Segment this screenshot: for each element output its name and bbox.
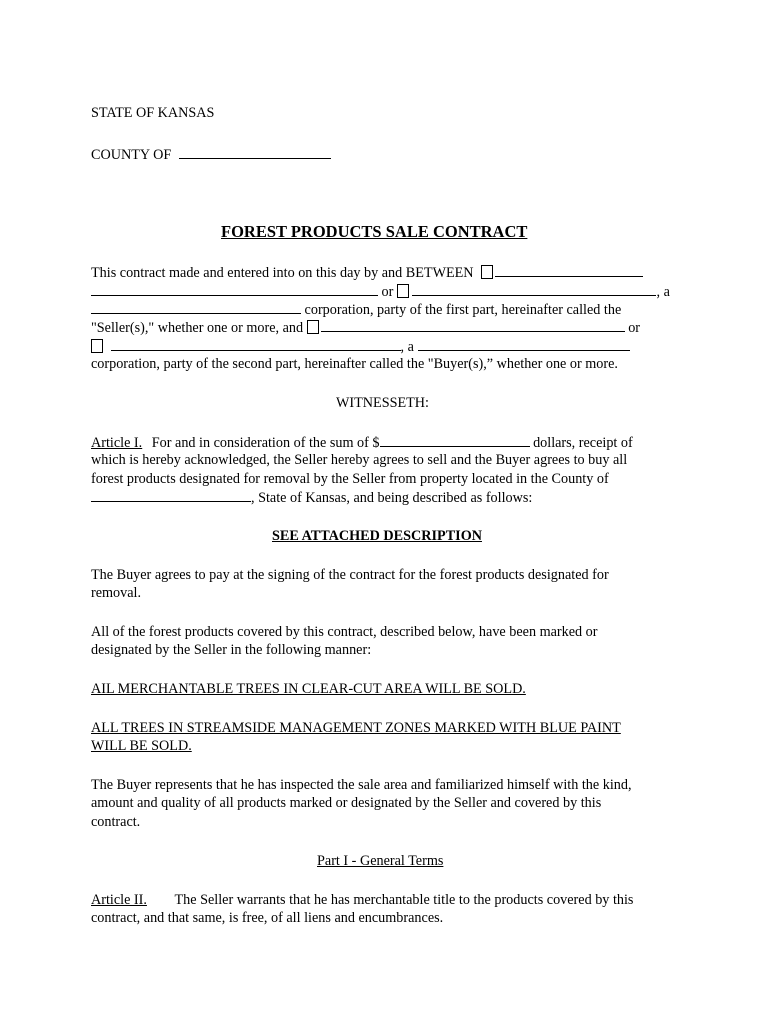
article-1-label: Article I. [91,435,143,451]
streamside-line-2: WILL BE SOLD. [91,738,192,754]
article-2-line-2: contract, and that same, is free, of all liens and encumbrances. [91,910,444,926]
article-1-text-1b: dollars, receipt of [533,435,633,451]
buyer-checkbox-1[interactable] [307,320,319,334]
intro-text-3: corporation, party of the first part, hereinafter called the [304,302,622,318]
inspect-line-3: contract. [91,814,141,830]
article-2-label: Article II. [91,892,147,908]
streamside-line-1: ALL TREES IN STREAMSIDE MANAGEMENT ZONES MARKED WITH BLUE PAINT [91,720,621,736]
intro-or-1: or [381,284,394,300]
intro-line-6: corporation, party of the second part, hereinafter called the "Buyer(s),” whether one or more. [91,356,618,372]
intro-text-1: This contract made and entered into on this day by and BETWEEN [91,265,474,281]
buyer-checkbox-2[interactable] [91,339,103,353]
seller-name-blank-2[interactable] [91,282,378,296]
county-blank[interactable] [179,145,331,159]
inspect-line-2: amount and quality of all products marked or designated by the Seller and covered by this [91,795,602,811]
document-title: FOREST PRODUCTS SALE CONTRACT [221,222,528,241]
buyer-alt-blank[interactable] [111,337,401,351]
seller-checkbox-2[interactable] [397,284,409,298]
article-2-line-1 [91,891,633,909]
seller-checkbox-1[interactable] [481,265,493,279]
article-2-text-1: The Seller warrants that he has merchantable title to the products covered by this [174,892,634,908]
intro-line-2 [91,282,670,301]
marked-line-1: All of the forest products covered by this contract, described below, have been marked or [91,624,598,640]
state-heading: STATE OF KANSAS [91,105,215,121]
sum-blank[interactable] [380,433,530,447]
intro-a-1: , a [656,284,670,300]
buyer-name-blank[interactable] [321,318,625,332]
property-county-blank[interactable] [91,488,251,502]
marked-line-2: designated by the Seller in the following manner: [91,642,372,658]
witnesseth-heading: WITNESSETH: [336,395,429,411]
intro-line-1 [91,263,643,282]
intro-line-3 [91,300,621,319]
article-1-line-1 [91,433,633,452]
article-1-text-4: , State of Kansas, and being described as follows: [251,490,533,506]
buyer-corp-blank[interactable] [418,337,630,351]
part-1-heading: Part I - General Terms [317,853,444,869]
intro-line-5 [91,337,630,356]
inspect-line-1: The Buyer represents that he has inspected the sale area and familiarized himself with the kind, [91,777,632,793]
pay-line-2: removal. [91,585,142,601]
seller-corp-blank[interactable] [91,300,301,314]
see-attached-heading: SEE ATTACHED DESCRIPTION [272,528,482,544]
intro-a-2: , a [400,339,414,355]
intro-or-2: or [628,320,641,336]
intro-text-4: "Seller(s)," whether one or more, and [91,320,304,336]
county-label: COUNTY OF [91,147,172,163]
article-1-line-4 [91,488,532,507]
clearcut-statement: AIL MERCHANTABLE TREES IN CLEAR-CUT AREA WILL BE SOLD. [91,681,526,697]
seller-name-blank[interactable] [495,263,643,277]
seller-alt-blank[interactable] [412,282,656,296]
article-1-line-3: forest products designated for removal by the Seller from property located in the County of [91,471,609,487]
pay-line-1: The Buyer agrees to pay at the signing of the contract for the forest products designated for [91,567,609,583]
article-1-line-2: which is hereby acknowledged, the Seller hereby agrees to sell and the Buyer agrees to buy all [91,452,628,468]
county-line [91,145,331,164]
article-1-text-1a: For and in consideration of the sum of $ [151,435,380,451]
intro-line-4 [91,318,640,337]
